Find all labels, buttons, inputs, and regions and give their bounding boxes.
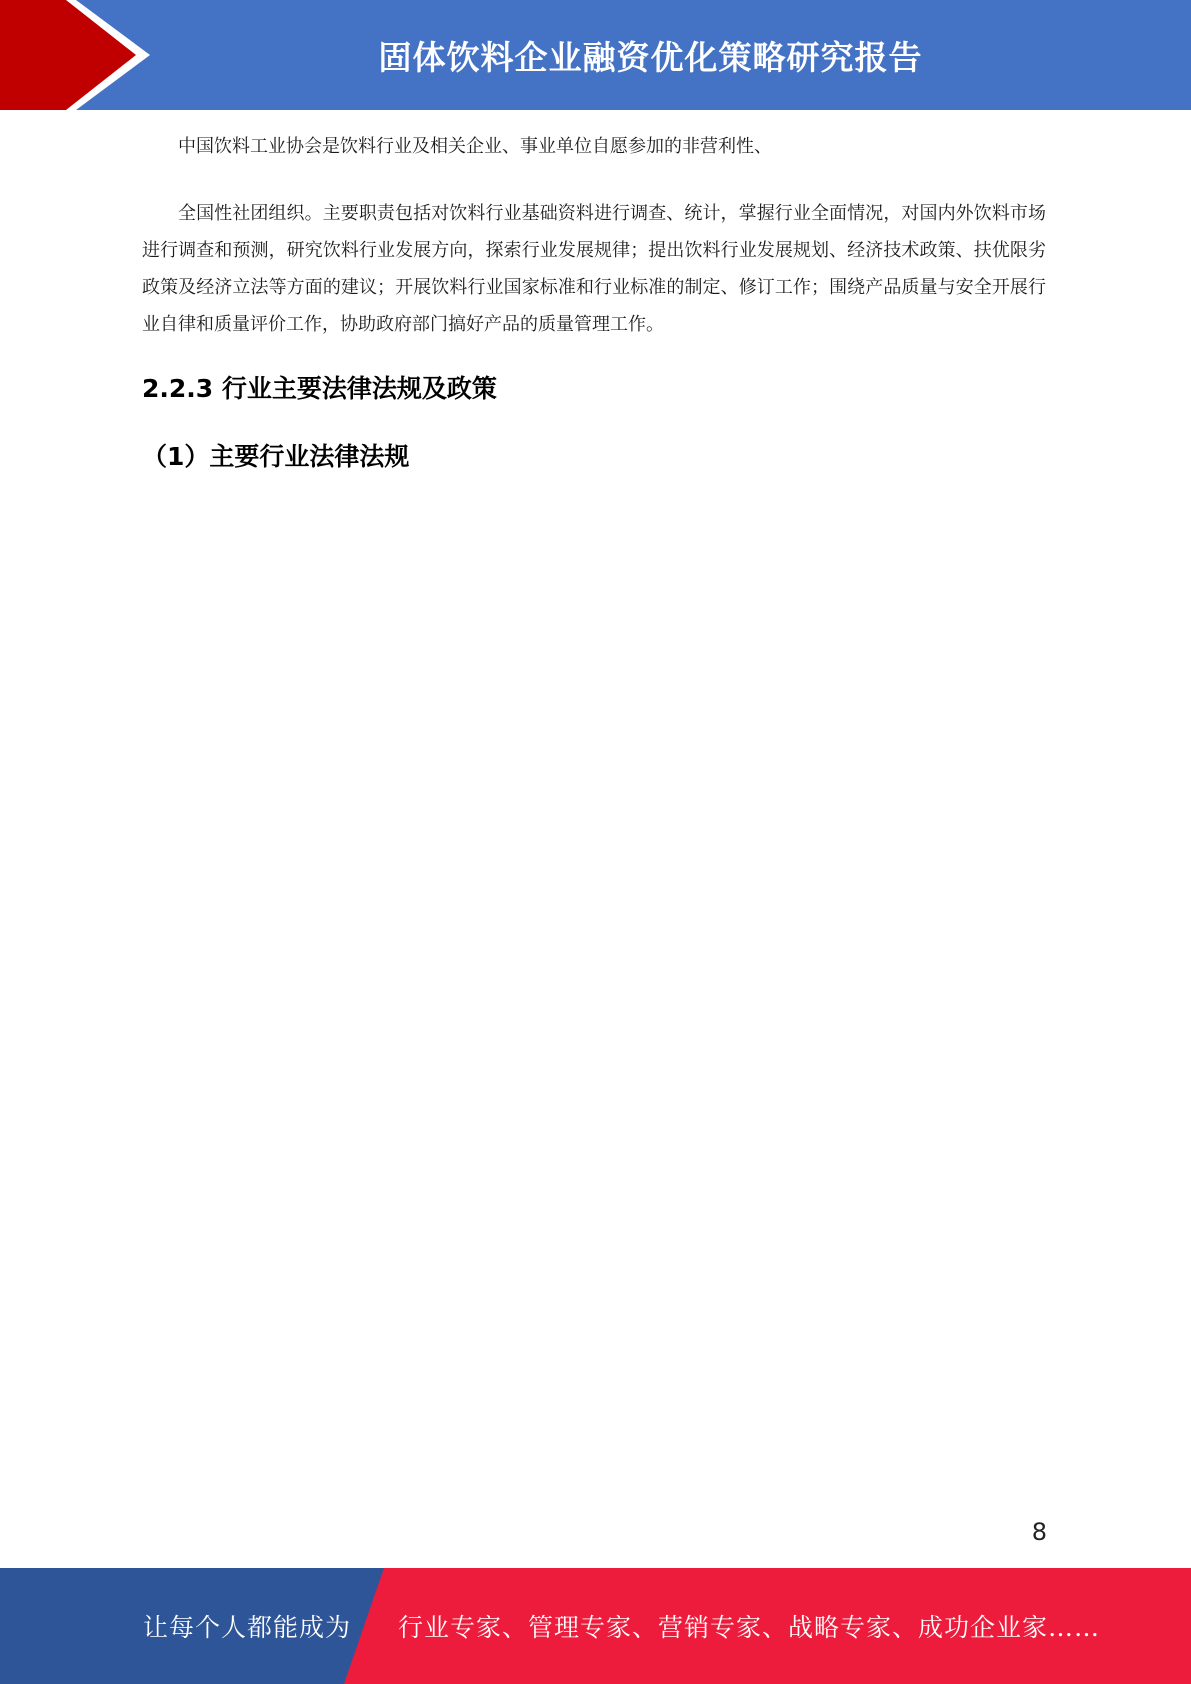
page-number: 8: [1031, 1518, 1047, 1546]
section-heading: 2.2.3 行业主要法律法规及政策: [142, 374, 497, 403]
page-header: [0, 0, 1191, 110]
main-content: [142, 128, 1046, 477]
page-footer: [0, 1568, 1191, 1684]
body-paragraph: 中国饮料工业协会是饮料行业及相关企业、事业单位自愿参加的非营利性、: [178, 136, 772, 157]
body-paragraph: 全国性社团组织。主要职责包括对饮料行业基础资料进行调查、统计，掌握行业全面情况，对国内外饮料市场进行调查和预测，研究饮料行业发展方向，探索行业发展规律；提出饮料行业发展规划、经济技术政策、扶优限劣政策及经济立法等方面的建议；开展饮料行业国家标准和行业标准的制定、修订工作；围绕产品质量与安全开展行业自律和质量评价工作，协助政府部门搞好产品的质量管理工作。: [142, 203, 1046, 335]
footer-slogan-right: 行业专家、管理专家、营销专家、战略专家、成功企业家……: [398, 1613, 1101, 1642]
document-title: 固体饮料企业融资优化策略研究报告: [378, 37, 923, 77]
subsection-heading: （1）主要行业法律法规: [142, 442, 410, 471]
footer-slogan-left: 让每个人都能成为: [143, 1613, 352, 1642]
